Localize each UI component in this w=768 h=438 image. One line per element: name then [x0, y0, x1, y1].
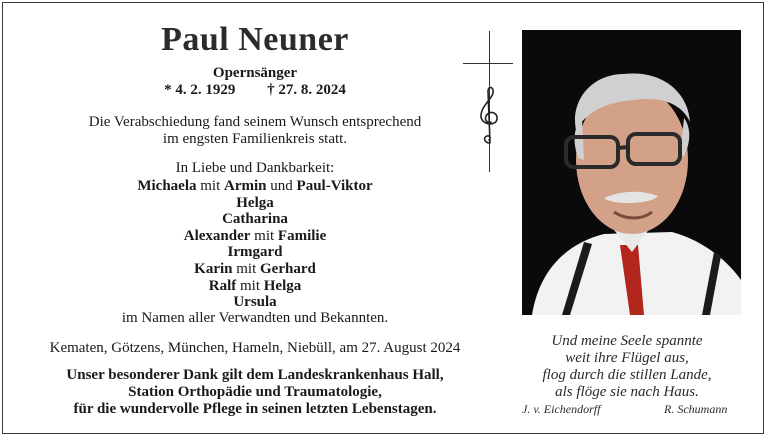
family-member: Karin: [194, 260, 233, 277]
treble-clef-icon: [474, 85, 504, 145]
family-member: Michaela: [137, 178, 197, 194]
quote-line: flog durch die stillen Lande,: [542, 367, 712, 383]
life-dates: [43, 82, 467, 99]
family-member: Ralf: [208, 277, 237, 294]
farewell-paragraph: [43, 114, 467, 148]
thanks-line: Unser besonderer Dank gilt dem Landeskrankenhaus Hall,: [66, 367, 444, 383]
thanks-line: Station Orthopädie und Traumatologie,: [128, 384, 382, 400]
notice-frame: [2, 2, 764, 434]
family-intro: In Liebe und Dankbarkeit:: [175, 160, 335, 176]
connector: mit: [236, 260, 257, 277]
connector: mit: [254, 227, 275, 244]
deceased-name: Paul Neuner: [161, 21, 349, 58]
family-row: [43, 211, 467, 228]
quote-line: weit ihre Flügel aus,: [565, 350, 689, 366]
quote-author: J. v. Eichendorff: [522, 402, 601, 416]
family-member: Irmgard: [227, 244, 283, 261]
connector: und: [270, 178, 293, 194]
family-row: [43, 278, 467, 295]
family-list: [43, 178, 467, 311]
family-member: Gerhard: [260, 260, 316, 277]
family-member: Catharina: [222, 211, 288, 228]
family-member: Helga: [263, 277, 302, 294]
family-member: Familie: [277, 227, 327, 244]
family-row: [43, 261, 467, 278]
poem-quote: [508, 333, 746, 401]
family-member: Alexander: [183, 227, 251, 244]
farewell-line: Die Verabschiedung fand seinem Wunsch entsprechend: [88, 114, 422, 130]
birth-date: * 4. 2. 1929: [164, 82, 236, 98]
family-row: [43, 178, 467, 195]
family-member: Armin: [224, 178, 267, 194]
connector: mit: [200, 178, 221, 194]
death-date: † 27. 8. 2024: [267, 82, 346, 98]
relatives-line: im Namen aller Verwandten und Bekannten.: [121, 310, 389, 326]
quote-line: Und meine Seele spannte: [551, 333, 703, 349]
occupation: Opernsänger: [212, 65, 298, 81]
portrait-photo: [522, 30, 741, 315]
family-row: [43, 294, 467, 311]
portrait-image: [522, 30, 741, 315]
family-member: Helga: [236, 194, 274, 211]
quote-line: als flöge sie nach Haus.: [555, 384, 699, 400]
cross-icon-bar: [463, 63, 513, 64]
family-row: [43, 195, 467, 212]
family-member: Paul-Viktor: [296, 178, 373, 194]
family-row: [43, 228, 467, 245]
family-row: [43, 244, 467, 261]
connector: mit: [239, 277, 260, 294]
thanks-line: für die wundervolle Pflege in seinen letzten Lebenstagen.: [73, 401, 437, 417]
farewell-line: im engsten Familienkreis statt.: [162, 131, 348, 147]
family-member: Ursula: [233, 294, 277, 311]
thanks-paragraph: [43, 367, 467, 418]
place-date-line: Kematen, Götzens, München, Hameln, Niebüll, am 27. August 2024: [49, 340, 461, 356]
quote-composer: R. Schumann: [664, 402, 728, 416]
